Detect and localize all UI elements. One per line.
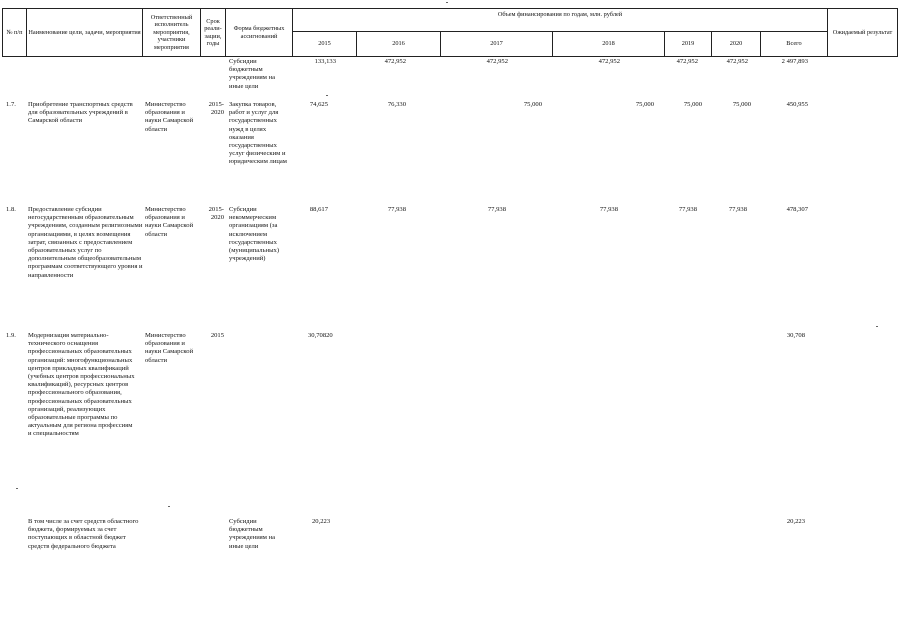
row-total: 450,955 <box>786 101 808 108</box>
row-value-2015: 30,70820 <box>308 332 333 339</box>
row-term: 2015-2020 <box>208 101 224 117</box>
row-value-2015: 133,133 <box>314 58 336 65</box>
header-year-2019: 2019 <box>664 31 712 57</box>
row-name: Предоставление субсидии негосударственным образовательным учреждениям, созданным религиозными организациями, в целях возмещения затрат, связанных с предоставлением образовательных услуг по дополнительным общеобразовательным программам соответствующего уровня и направленности <box>28 206 145 279</box>
header-num: № п/п <box>2 8 27 57</box>
row-executor: Министерство образования и науки Самарской области <box>145 206 195 238</box>
row-term: 2015 <box>210 332 224 339</box>
row-name: Приобретение транспортных средств для образовательных учреждений в Самарской области <box>28 101 135 125</box>
row-form: Субсидии бюджетным учреждениям на иные цели <box>229 58 277 90</box>
row-total: 478,307 <box>786 206 808 213</box>
row-name: В том числе за счет средств областного бюджета, формируемых за счет поступающих в областной бюджет средств федерального бюджета <box>28 518 141 550</box>
row-total: 20,223 <box>786 518 805 525</box>
header-total: Всего <box>760 31 828 57</box>
row-value-2020: 472,952 <box>726 58 748 65</box>
row-name: Модернизация материально-технического оснащения профессиональных образовательных организаций: многофункциональных центров прикладных квалификаций (учебных центров профессиональных квалификаций), ресурсных центров профессионального образования, профессиональных образовательных организаций, реализующих образовательные программы по актуальным для региона профессиям и специальностям <box>28 332 137 438</box>
header-form: Форма бюджетных ассигнований <box>225 8 293 57</box>
row-value-2019: 472,952 <box>676 58 698 65</box>
row-value-2018: 75,000 <box>635 101 654 108</box>
header-volume: Объем финансирования по годам, млн. рублей <box>292 8 828 32</box>
row-value-2015: 88,617 <box>309 206 328 213</box>
header-result: Ожидаемый результат <box>827 8 898 57</box>
header-executor: Ответственный исполнитель мероприятия, участники мероприятия <box>142 8 201 57</box>
row-value-2017: 75,000 <box>523 101 542 108</box>
row-value-2019: 77,938 <box>678 206 697 213</box>
row-number: 1.7. <box>6 101 16 108</box>
row-form: Закупка товаров, работ и услуг для государственных нужд в целях оказания государственных услуг физическим и юридическим лицам <box>229 101 288 166</box>
row-total: 2 497,893 <box>781 58 808 65</box>
row-total: 30,708 <box>786 332 805 339</box>
row-value-2018: 472,952 <box>598 58 620 65</box>
header-year-2017: 2017 <box>440 31 553 57</box>
scan-speck <box>168 506 170 507</box>
row-value-2017: 77,938 <box>487 206 506 213</box>
row-value-2018: 77,938 <box>599 206 618 213</box>
header-year-2018: 2018 <box>552 31 665 57</box>
row-executor: Министерство образования и науки Самарской области <box>145 101 195 133</box>
row-executor: Министерство образования и науки Самарской области <box>145 332 195 364</box>
scan-speck <box>326 95 328 96</box>
scan-speck <box>446 2 448 3</box>
row-value-2015: 20,223 <box>312 518 331 525</box>
row-value-2020: 75,000 <box>732 101 751 108</box>
header-year-2020: 2020 <box>711 31 761 57</box>
row-value-2020: 77,938 <box>728 206 747 213</box>
row-number: 1.8. <box>6 206 16 213</box>
row-value-2016: 472,952 <box>384 58 406 65</box>
header-year-2015: 2015 <box>292 31 357 57</box>
row-number: 1.9. <box>6 332 16 339</box>
row-form: Субсидии некоммерческим организациям (за исключением государственных (муниципальных) учреждений) <box>229 206 281 263</box>
scan-speck <box>16 488 18 489</box>
row-form: Субсидии бюджетным учреждениям на иные цели <box>229 518 277 550</box>
row-value-2015: 74,625 <box>309 101 328 108</box>
header-year-2016: 2016 <box>356 31 441 57</box>
row-value-2016: 77,938 <box>387 206 406 213</box>
header-term: Срок реали-зации, годы <box>200 8 226 57</box>
row-value-2017: 472,952 <box>486 58 508 65</box>
row-value-2019: 75,000 <box>683 101 702 108</box>
header-name: Наименование цели, задачи, мероприятия <box>26 8 143 57</box>
scan-speck <box>876 326 878 327</box>
row-value-2016: 76,330 <box>387 101 406 108</box>
row-term: 2015-2020 <box>208 206 224 222</box>
